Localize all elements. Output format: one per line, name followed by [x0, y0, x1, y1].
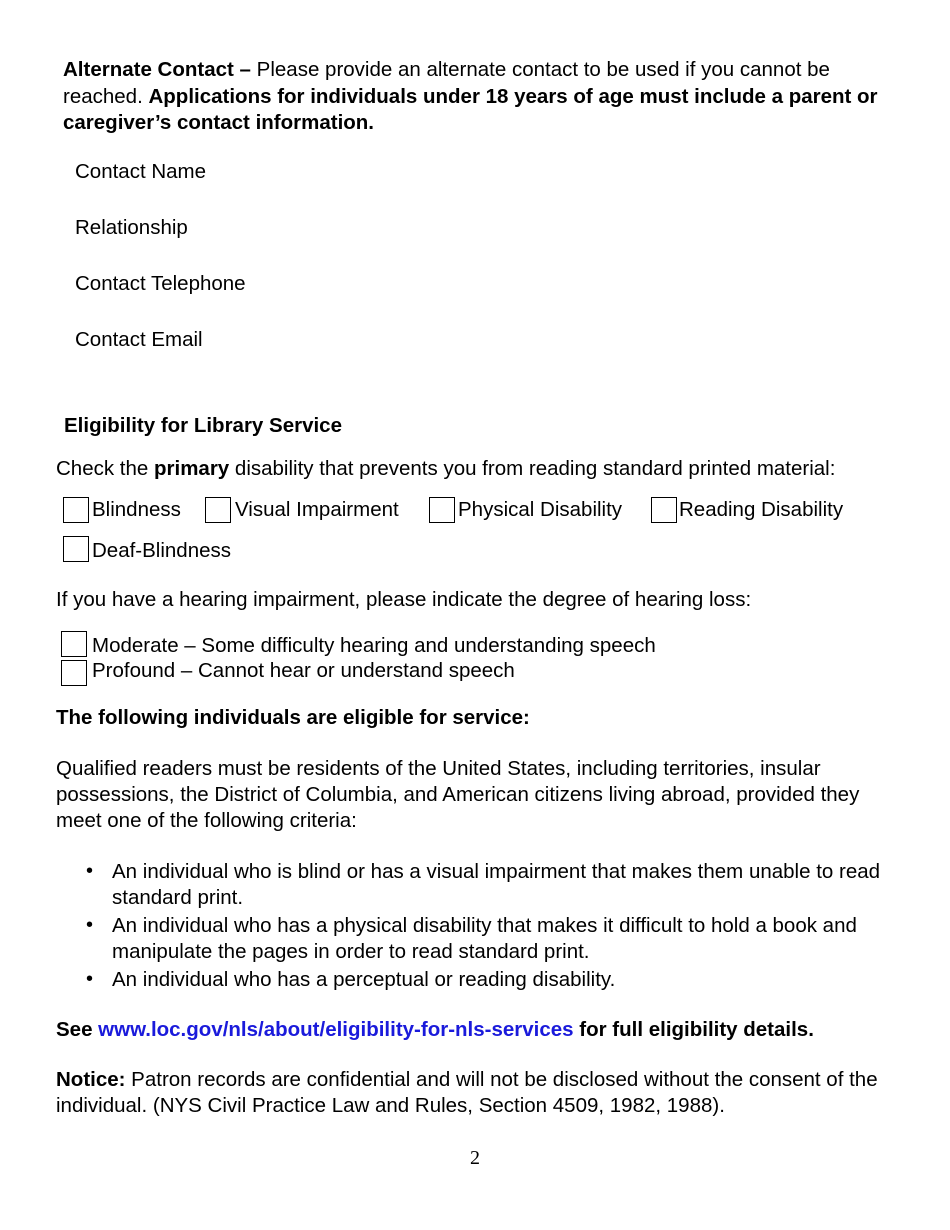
moderate-hearing-label: Moderate – Some difficulty hearing and understanding speech — [92, 634, 656, 657]
see-eligibility-line — [56, 1018, 814, 1042]
hearing-prompt: If you have a hearing impairment, please indicate the degree of hearing loss: — [56, 588, 752, 611]
deaf-blindness-checkbox[interactable] — [63, 536, 89, 562]
criteria-item: An individual who is blind or has a visual impairment that makes them unable to read standard print. — [112, 860, 881, 909]
bullet-2: • — [86, 914, 94, 936]
contact-email-label: Contact Email — [75, 328, 203, 351]
reading-disability-label: Reading Disability — [679, 498, 844, 521]
visual-impairment-label: Visual Impairment — [235, 498, 399, 521]
criteria-item: An individual who has a perceptual or reading disability. — [112, 968, 616, 991]
moderate-hearing-checkbox[interactable] — [61, 631, 87, 657]
alternate-contact-requirement: Applications for individuals under 18 years of age must include a parent or caregiver’s contact information. — [63, 84, 878, 134]
notice-paragraph — [56, 1067, 901, 1119]
eligible-intro: Qualified readers must be residents of the United States, including territories, insular possessions, the District of Columbia, and American citizens living abroad, provided they meet one of the following criteria: — [56, 757, 860, 832]
alternate-contact-heading: Alternate Contact – — [63, 58, 251, 81]
see-post: for full eligibility details. — [573, 1018, 814, 1041]
page-number: 2 — [470, 1147, 480, 1169]
eligibility-link[interactable]: www.loc.gov/nls/about/eligibility-for-nls-services — [98, 1018, 574, 1041]
alternate-contact-intro: Please provide an alternate contact to be used if you cannot be reached. — [63, 58, 830, 108]
disability-prompt — [56, 457, 835, 481]
deaf-blindness-label: Deaf-Blindness — [92, 539, 232, 562]
notice-label: Notice: — [56, 1068, 126, 1091]
disability-prompt-post: disability that prevents you from reading standard printed material: — [229, 457, 836, 480]
eligible-heading: The following individuals are eligible for service: — [56, 706, 530, 729]
blindness-checkbox[interactable] — [63, 497, 89, 523]
alternate-contact-paragraph — [63, 57, 893, 137]
criteria-item: An individual who has a physical disability that makes it difficult to hold a book and manipulate the pages in order to read standard print. — [112, 914, 857, 963]
contact-telephone-label: Contact Telephone — [75, 272, 246, 295]
disability-prompt-bold: primary — [154, 457, 230, 480]
physical-disability-label: Physical Disability — [458, 498, 623, 521]
eligibility-heading: Eligibility for Library Service — [64, 414, 342, 437]
bullet-3: • — [86, 968, 94, 990]
disability-prompt-pre: Check the — [56, 457, 154, 480]
physical-disability-checkbox[interactable] — [429, 497, 455, 523]
bullet-1: • — [86, 860, 94, 882]
visual-impairment-checkbox[interactable] — [205, 497, 231, 523]
blindness-label: Blindness — [92, 498, 181, 521]
relationship-label: Relationship — [75, 216, 188, 239]
notice-text: Patron records are confidential and will not be disclosed without the consent of the individual. (NYS Civil Practice Law and Rules, Section 4509, 1982, 1988). — [56, 1068, 878, 1117]
see-pre: See — [56, 1018, 99, 1041]
contact-name-label: Contact Name — [75, 160, 207, 183]
reading-disability-checkbox[interactable] — [651, 497, 677, 523]
profound-hearing-checkbox[interactable] — [61, 660, 87, 686]
profound-hearing-label: Profound – Cannot hear or understand speech — [92, 659, 515, 682]
